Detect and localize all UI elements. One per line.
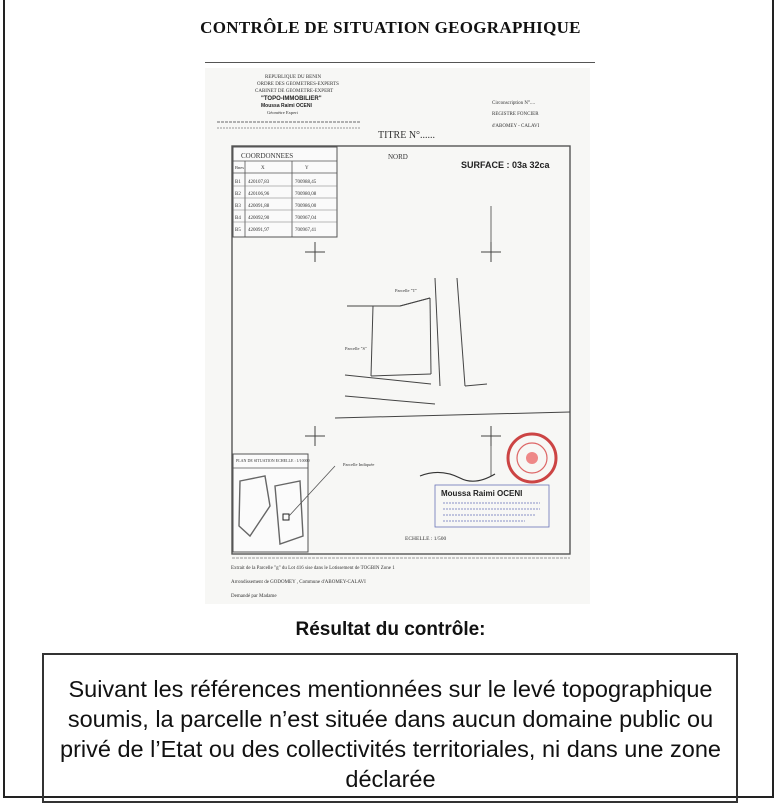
svg-text:B2: B2 [235, 192, 241, 197]
stamp-name: Moussa Raimi OCENI [441, 489, 523, 498]
svg-text:B4: B4 [235, 216, 241, 221]
svg-text:420106,96: 420106,96 [248, 192, 270, 197]
svg-text:700986,00: 700986,00 [295, 204, 317, 209]
situation-plan-label: PLAN DE SITUATION ECHELLE : 1/10000 [236, 458, 310, 463]
svg-text:B5: B5 [235, 228, 241, 233]
svg-text:420092,90: 420092,90 [248, 216, 270, 221]
plan-header-right-line: d'ABOMEY - CALAVI [492, 124, 540, 129]
svg-text:Bnes: Bnes [235, 165, 244, 170]
parcel-label: Parcelle "T" [395, 288, 418, 293]
plan-header-line: REPUBLIQUE DU BENIN [265, 75, 322, 80]
plan-header-line: "TOPO-IMMOBILIER" [261, 96, 322, 102]
plan-drawing [195, 66, 595, 606]
topographic-plan [195, 66, 595, 606]
situation-plan-inset [233, 454, 310, 552]
parcelle-indiquee-label: Parcelle Indiquée [343, 462, 375, 467]
plan-footer-line: Demandé par Madame [231, 594, 277, 599]
plan-header-line: ORDRE DES GEOMETRES-EXPERTS [257, 82, 339, 87]
parcel-label: Parcelle "S" [345, 346, 367, 351]
plan-footer-line: Arrondissement de GODOMEY , Commune d'ABOMEY-CALAVI [231, 580, 366, 585]
svg-text:700967,41: 700967,41 [295, 228, 317, 233]
plan-header-line: Moussa Raimi OCENI [261, 103, 312, 109]
plan-header-line: Géomètre Expert [267, 110, 298, 115]
svg-text:B1: B1 [235, 180, 241, 185]
titre-label: TITRE N°...... [378, 130, 436, 141]
plan-header-right [492, 101, 540, 129]
svg-text:700980,08: 700980,08 [295, 192, 317, 197]
echelle-label: ECHELLE : 1/500 [405, 536, 447, 542]
title-divider [205, 62, 595, 63]
svg-text:420091,97: 420091,97 [248, 228, 270, 233]
surface-label: SURFACE : 03a 32ca [461, 160, 550, 170]
plan-header-right-line: Circonscription N°.... [492, 101, 535, 106]
result-heading: Résultat du contrôle: [295, 619, 486, 640]
svg-text:420107,83: 420107,83 [248, 180, 270, 185]
plan-header-right-line: REGISTRE FONCIER [492, 112, 539, 117]
plan-footer-line: Extrait de la Parcelle "g" du Lot 416 sise dans le Lotissement de TOGBIN Zone 1 [231, 566, 395, 571]
svg-text:420091,88: 420091,88 [248, 204, 270, 209]
svg-text:700988,45: 700988,45 [295, 180, 317, 185]
result-text: Suivant les références mentionnées sur le levé topographique soumis, la parcelle n’est située dans aucun domaine public ou privé de l’Etat ou des collectivités territoriales, ni dans une zone déclarée [60, 676, 721, 792]
plan-header-line: CABINET DE GEOMETRE-EXPERT [255, 89, 334, 94]
coordinates-table [233, 147, 337, 237]
nord-label: NORD [388, 153, 408, 161]
svg-text:B3: B3 [235, 204, 241, 209]
svg-text:Y: Y [305, 166, 309, 171]
svg-text:700967,04: 700967,04 [295, 216, 317, 221]
coordinates-heading: COORDONNEES [241, 152, 294, 160]
svg-text:X: X [261, 166, 265, 171]
document-title: CONTRÔLE DE SITUATION GEOGRAPHIQUE [200, 18, 581, 37]
